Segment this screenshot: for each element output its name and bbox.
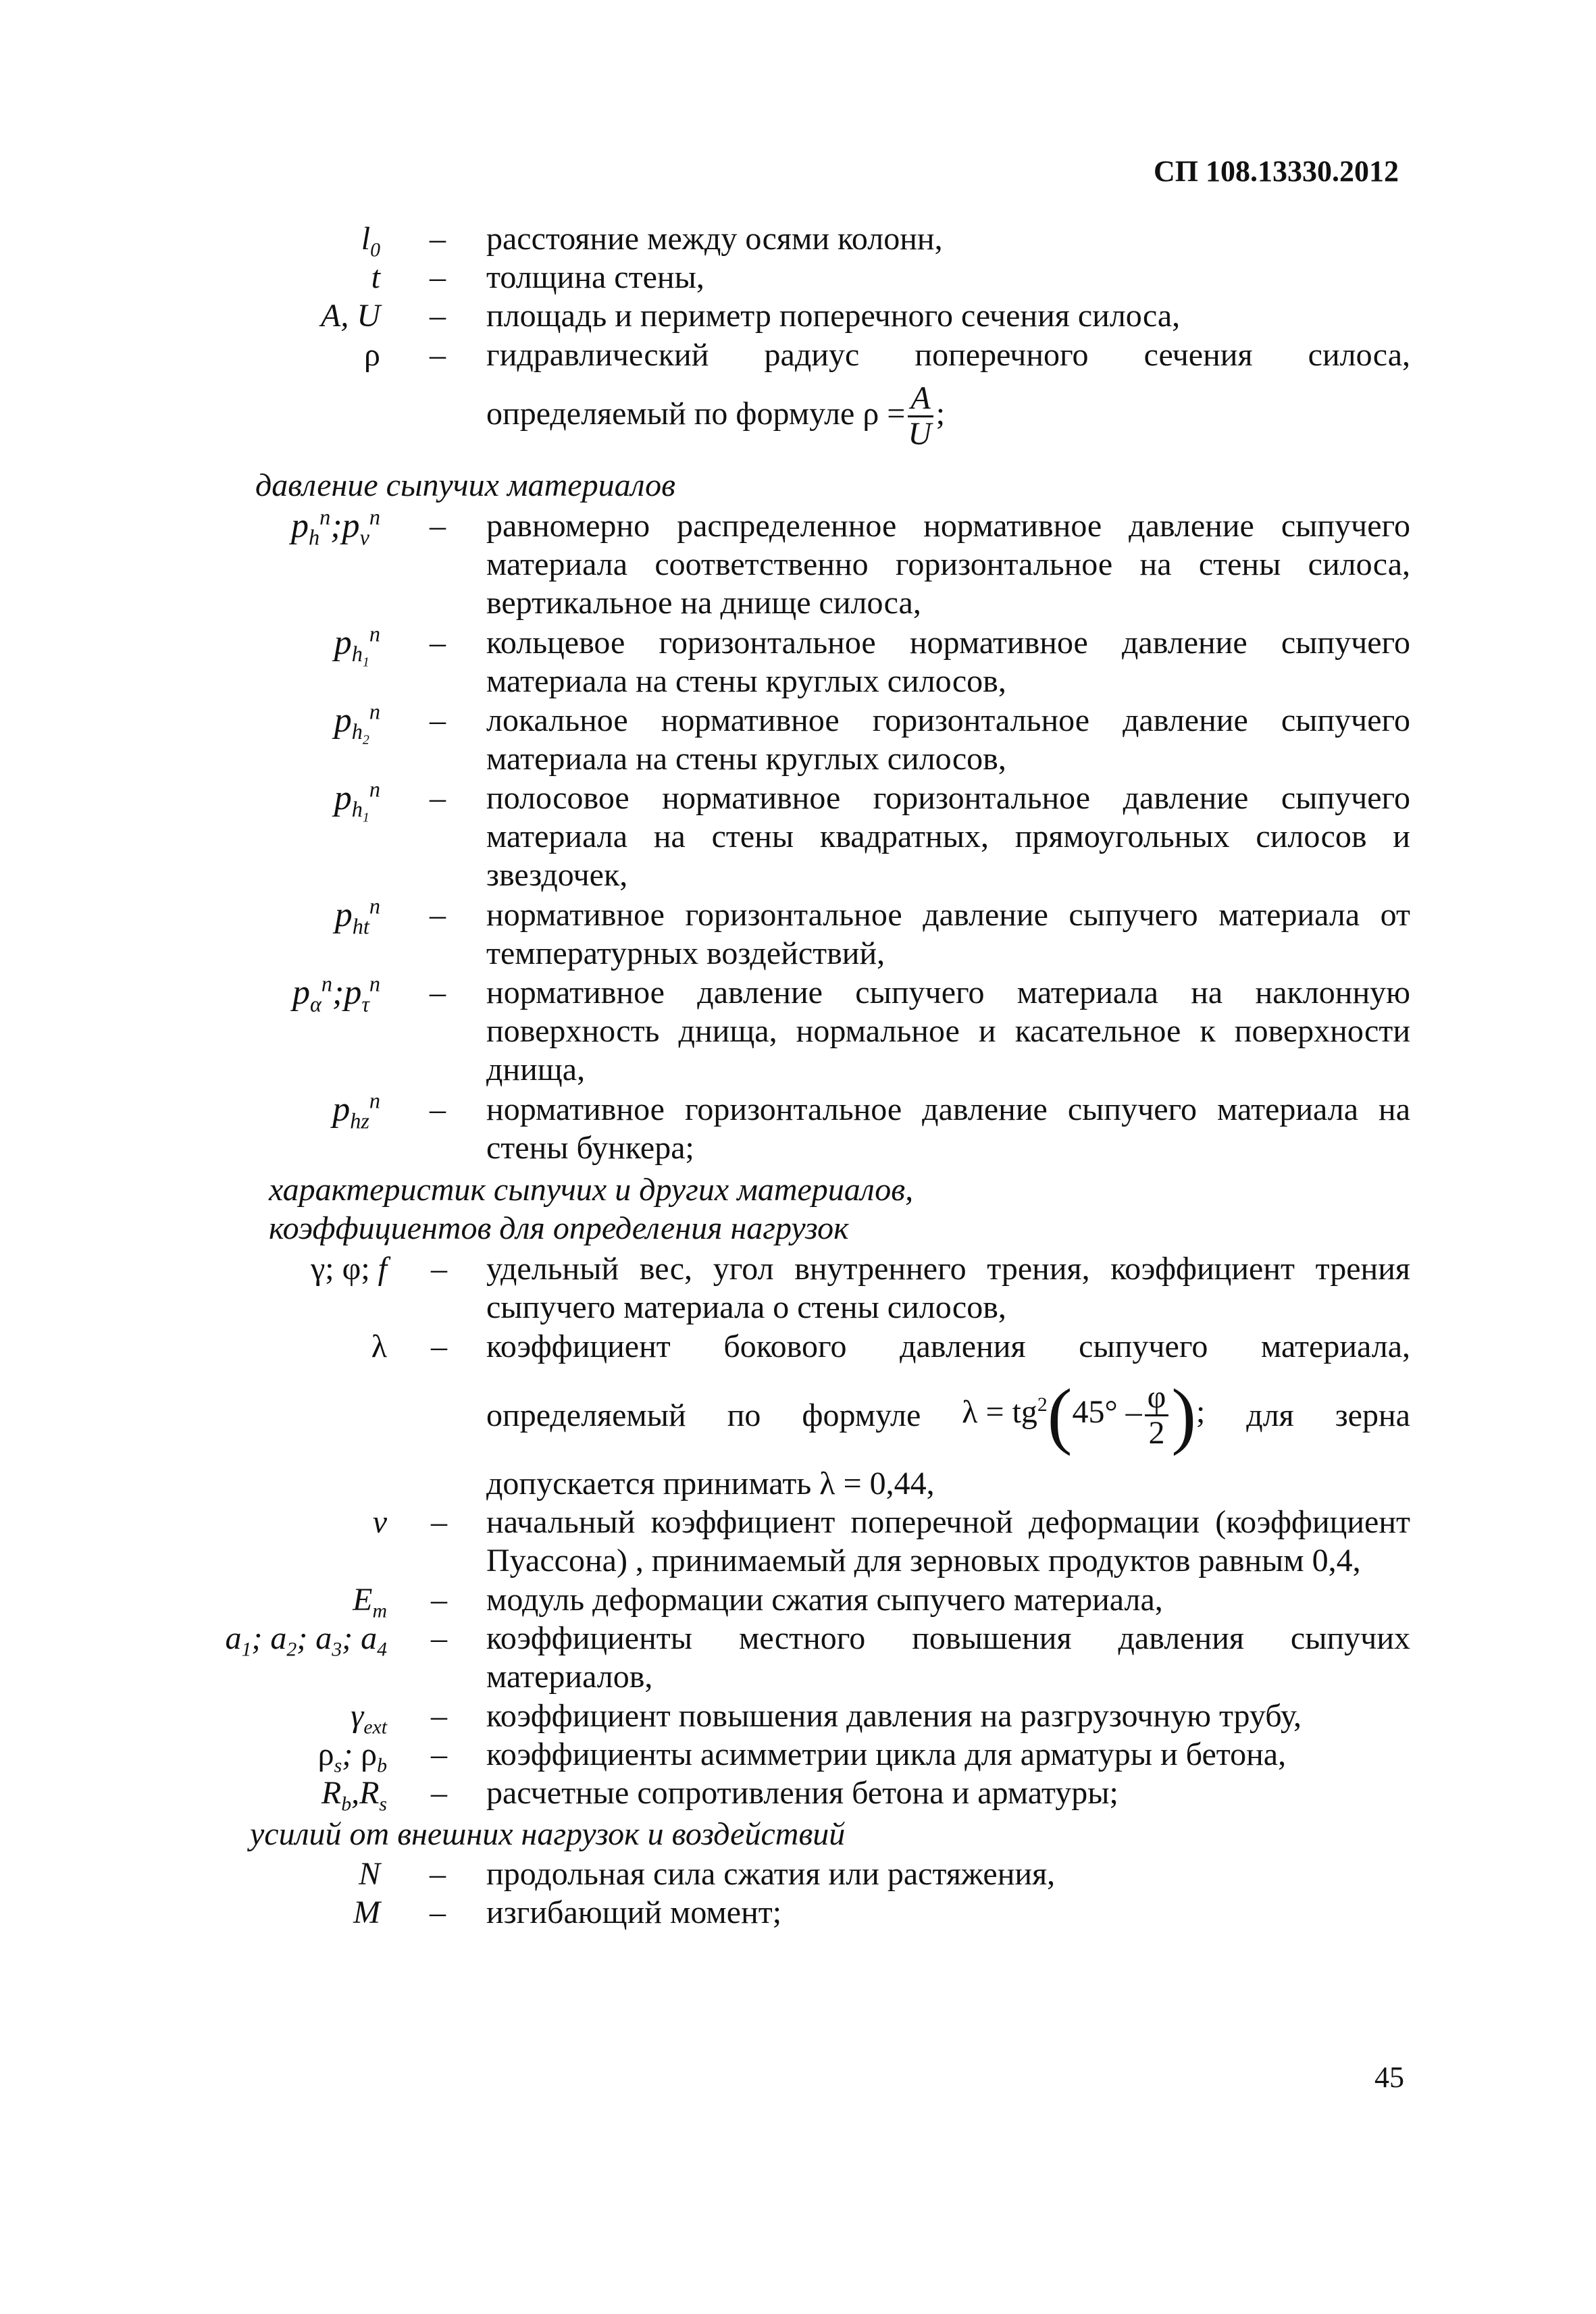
formula-word: зерна xyxy=(1335,1397,1410,1433)
fraction-numerator: A xyxy=(908,382,933,417)
section-heading: коэффициентов для определения нагрузок xyxy=(269,1210,849,1246)
dash: – xyxy=(431,1329,447,1364)
definition-text: нормативное горизонтальное давление сыпучего материала на стены бункера; xyxy=(486,1091,1410,1166)
symbol: $p_{h_1}^n$ xyxy=(334,777,380,825)
dash: – xyxy=(430,508,446,544)
definition-text: изгибающий момент; xyxy=(486,1895,782,1930)
definition-text: локальное нормативное горизонтальное давление сыпучего материала на стены круглых силосов, xyxy=(486,702,1410,777)
right-paren: ) xyxy=(1171,1374,1196,1456)
symbol: λ xyxy=(371,1329,387,1364)
dash: – xyxy=(430,298,446,334)
dash: – xyxy=(430,259,446,295)
formula-row xyxy=(0,1368,1596,1462)
symbol: A, U xyxy=(321,298,380,334)
lambda-formula xyxy=(962,1374,1206,1456)
dash: – xyxy=(431,1737,447,1772)
definition-text: толщина стены, xyxy=(486,259,704,295)
symbol: $p_{h_1}^n$ xyxy=(334,621,380,670)
symbol: $p_h^n;p_v^n$ xyxy=(290,505,380,550)
document-code: СП 108.13330.2012 xyxy=(1154,155,1399,188)
dash: – xyxy=(430,897,446,933)
formula-word: по xyxy=(727,1397,761,1433)
dash: – xyxy=(430,702,446,738)
definition-text: гидравлический радиус поперечного сечения силоса, xyxy=(486,337,1410,373)
definition-text: кольцевое горизонтальное нормативное давление сыпучего материала на стены круглых силосов, xyxy=(486,625,1410,699)
formula-inner: 45° – xyxy=(1072,1394,1142,1431)
definition-text: коэффициент бокового давления сыпучего материала, xyxy=(486,1329,1410,1364)
definition-text: коэффициент повышения давления на разгрузочную трубу, xyxy=(486,1698,1302,1734)
formula-line xyxy=(486,377,1410,451)
formula-word: для xyxy=(1246,1397,1294,1433)
definition-text: нормативное горизонтальное давление сыпучего материала от температурных воздействий, xyxy=(486,897,1410,971)
dash: – xyxy=(431,1775,447,1811)
symbol: $R_b,R_s$ xyxy=(321,1775,387,1816)
fraction-numerator: φ xyxy=(1145,1381,1169,1416)
definition-text: продольная сила сжатия или растяжения, xyxy=(486,1856,1056,1892)
symbol: N xyxy=(358,1856,380,1892)
definition-text: удельный вес, угол внутреннего трения, коэффициент трения сыпучего материала о стены силосов, xyxy=(486,1251,1410,1325)
dash: – xyxy=(430,1091,446,1127)
dash: – xyxy=(431,1504,447,1540)
formula-lhs: ρ = xyxy=(863,396,906,432)
section-heading: усилий от внешних нагрузок и воздействий xyxy=(250,1816,846,1852)
symbol: $l_0$ xyxy=(361,221,380,261)
dash: – xyxy=(430,337,446,373)
definition-text: равномерно распределенное нормативное давление сыпучего материала соответственно горизонтальное на стены силоса, вертикальное на днище силоса, xyxy=(486,508,1410,621)
definition-text: расстояние между осями колонн, xyxy=(486,221,943,257)
fraction-denominator: 2 xyxy=(1148,1414,1165,1451)
symbol: $E_m$ xyxy=(353,1582,387,1622)
symbol: $\gamma_{ext}$ xyxy=(351,1698,387,1739)
symbol: $\rho_s$; $\rho_b$ xyxy=(317,1737,387,1777)
symbol: M xyxy=(353,1895,380,1930)
fraction xyxy=(908,382,933,451)
definition-text: начальный коэффициент поперечной деформации (коэффициент Пуассона) , принимаемый для зерновых продуктов равным 0,4, xyxy=(486,1504,1410,1578)
dash: – xyxy=(431,1698,447,1734)
dash: – xyxy=(430,1856,446,1892)
definition-text: площадь и периметр поперечного сечения силоса, xyxy=(486,298,1181,334)
definition-text: допускается принимать λ = 0,44, xyxy=(486,1466,935,1501)
formula-power: 2 xyxy=(1037,1393,1048,1416)
dash: – xyxy=(430,780,446,816)
formula-line xyxy=(486,1368,1410,1462)
section-heading: характеристик сыпучих и других материалов, xyxy=(269,1172,914,1208)
dash: – xyxy=(430,221,446,257)
symbol: ρ xyxy=(364,337,380,373)
symbol: $p_\alpha^n;p_\tau^n$ xyxy=(292,971,380,1017)
definition-text: модуль деформации сжатия сыпучего материала, xyxy=(486,1582,1163,1618)
dash: – xyxy=(430,975,446,1010)
definition-text: коэффициенты асимметрии цикла для арматуры и бетона, xyxy=(486,1737,1287,1772)
dash: – xyxy=(430,1895,446,1930)
section-heading: давление сыпучих материалов xyxy=(255,467,675,503)
definition-text: полосовое нормативное горизонтальное давление сыпучего материала на стены квадратных, прямоугольных силосов и звездочек, xyxy=(486,780,1410,893)
formula-word: формуле xyxy=(802,1397,921,1433)
fraction xyxy=(1145,1381,1169,1450)
definition-text: расчетные сопротивления бетона и арматуры; xyxy=(486,1775,1118,1811)
symbol: $p_{ht}^n$ xyxy=(334,894,380,939)
definition-text: нормативное давление сыпучего материала на наклонную поверхность днища, нормальное и касательное к поверхности днища, xyxy=(486,975,1410,1087)
dash: – xyxy=(431,1251,447,1287)
fraction-denominator: U xyxy=(908,416,932,453)
page-number: 45 xyxy=(1374,2061,1404,2094)
symbol: γ; φ; f xyxy=(311,1251,387,1287)
symbol: $p_{h_2}^n$ xyxy=(334,699,380,748)
formula-tail: ; xyxy=(1195,1394,1206,1431)
formula-lhs: λ = tg xyxy=(962,1394,1037,1431)
left-paren: ( xyxy=(1047,1374,1073,1456)
symbol: $a_1$; $a_2$; $a_3$; $a_4$ xyxy=(225,1620,387,1661)
dash: – xyxy=(431,1582,447,1618)
formula-tail: ; xyxy=(935,396,946,432)
symbol: t xyxy=(371,259,380,295)
dash: – xyxy=(430,625,446,661)
symbol: ν xyxy=(372,1504,387,1540)
definition-text: коэффициенты местного повышения давления сыпучих материалов, xyxy=(486,1620,1410,1695)
formula-word: определяемый xyxy=(486,1397,686,1433)
dash: – xyxy=(431,1620,447,1656)
symbol: $p_{hz}^n$ xyxy=(332,1088,380,1133)
formula-intro: определяемый по формуле xyxy=(486,396,855,432)
